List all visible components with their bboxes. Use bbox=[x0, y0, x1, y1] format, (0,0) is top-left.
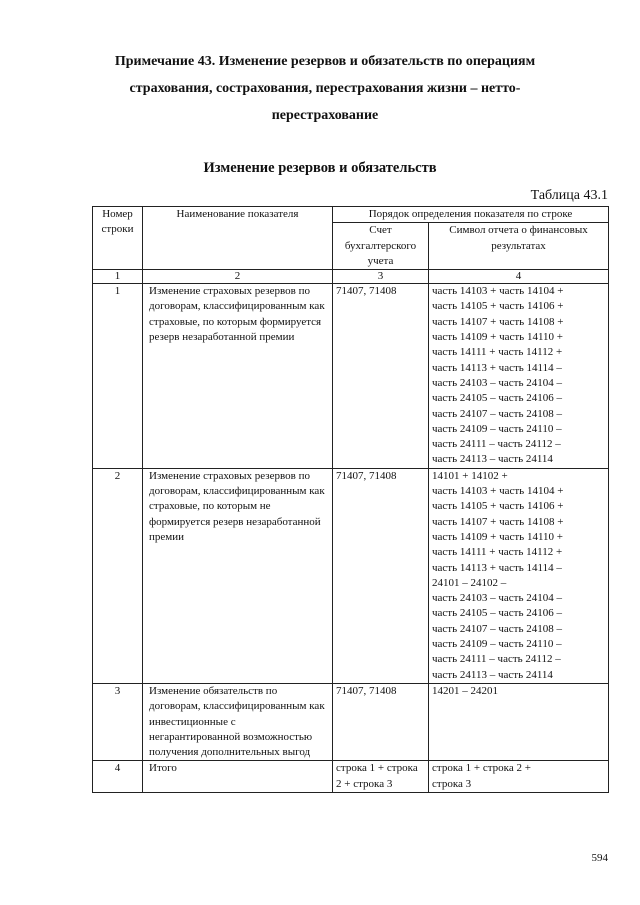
reserves-table bbox=[92, 206, 609, 793]
symbol-line: часть 24113 – часть 24114 bbox=[432, 668, 553, 681]
title-line-2: страхования, сострахования, перестрахования жизни – нетто- bbox=[129, 81, 521, 96]
symbol-line: часть 24103 – часть 24104 – bbox=[432, 592, 562, 605]
row-number: 3 bbox=[93, 683, 143, 760]
header-indicator: Наименование показателя bbox=[143, 207, 333, 270]
symbol-line: часть 14107 + часть 14108 + bbox=[432, 315, 564, 328]
symbol-line: 14201 – 24201 bbox=[432, 684, 498, 697]
symbol-line: строка 3 bbox=[432, 777, 472, 790]
indicator-name: Итого bbox=[143, 761, 333, 793]
symbol-line: часть 14103 + часть 14104 + bbox=[432, 485, 564, 498]
page-number: 594 bbox=[591, 852, 608, 864]
symbol-line: часть 14107 + часть 14108 + bbox=[432, 515, 564, 528]
title-line-1: Примечание 43. Изменение резервов и обязательств по операциям bbox=[114, 54, 536, 69]
account-cell: 71407, 71408 bbox=[333, 468, 429, 683]
symbol-line: часть 24109 – часть 24110 – bbox=[432, 422, 562, 435]
table-row bbox=[93, 468, 609, 683]
header-row-no: Номер строки bbox=[93, 207, 143, 270]
symbol-line: часть 14109 + часть 14110 + bbox=[432, 530, 563, 543]
symbol-line: 24101 – 24102 – bbox=[432, 576, 507, 589]
title-line-3: перестрахование bbox=[271, 108, 379, 123]
symbol-line: часть 24111 – часть 24112 – bbox=[432, 653, 561, 666]
header-procedure: Порядок определения показателя по строке bbox=[333, 207, 609, 223]
symbol-line: часть 14105 + часть 14106 + bbox=[432, 300, 564, 313]
symbol-line: строка 1 + строка 2 + bbox=[432, 762, 531, 775]
row-number: 2 bbox=[93, 468, 143, 683]
table-row bbox=[93, 284, 609, 469]
account-cell: 71407, 71408 bbox=[333, 683, 429, 760]
symbol-cell bbox=[429, 468, 609, 683]
column-number-row bbox=[93, 270, 609, 284]
symbol-line: часть 14113 + часть 14114 – bbox=[432, 361, 562, 374]
row-number: 1 bbox=[93, 284, 143, 469]
symbol-line: часть 24113 – часть 24114 bbox=[432, 453, 553, 466]
symbol-line: часть 14105 + часть 14106 + bbox=[432, 500, 564, 513]
symbol-line: часть 24105 – часть 24106 – bbox=[432, 392, 562, 405]
column-number: 3 bbox=[333, 270, 429, 284]
symbol-line: часть 14109 + часть 14110 + bbox=[432, 331, 563, 344]
header-account: Счет бухгалтерского учета bbox=[333, 223, 429, 270]
symbol-line: часть 24111 – часть 24112 – bbox=[432, 438, 561, 451]
column-number: 4 bbox=[429, 270, 609, 284]
indicator-name: Изменение страховых резервов по договорам, классифицированным как страховые, по которым не формируется резерв незаработанной премии bbox=[143, 468, 333, 683]
symbol-line: часть 14111 + часть 14112 + bbox=[432, 346, 563, 359]
symbol-line: часть 14111 + часть 14112 + bbox=[432, 546, 563, 559]
symbol-cell bbox=[429, 284, 609, 469]
symbol-line: часть 14103 + часть 14104 + bbox=[432, 285, 564, 298]
symbol-line: часть 24107 – часть 24108 – bbox=[432, 622, 562, 635]
column-number: 2 bbox=[143, 270, 333, 284]
symbol-line: часть 24105 – часть 24106 – bbox=[432, 607, 562, 620]
symbol-line: часть 14113 + часть 14114 – bbox=[432, 561, 562, 574]
note-title bbox=[90, 48, 560, 129]
row-number: 4 bbox=[93, 761, 143, 793]
column-number: 1 bbox=[93, 270, 143, 284]
header-symbol: Символ отчета о финансовых результатах bbox=[429, 223, 609, 270]
section-subtitle: Изменение резервов и обязательств bbox=[203, 160, 437, 176]
indicator-name: Изменение обязательств по договорам, классифицированным как инвестиционные с негарантированной возможностью получения дополнительных выгод bbox=[143, 683, 333, 760]
account-cell: строка 1 + строка 2 + строка 3 bbox=[333, 761, 429, 793]
symbol-line: 14101 + 14102 + bbox=[432, 469, 508, 482]
indicator-name: Изменение страховых резервов по договорам, классифицированным как страховые, по которым формируется резерв незаработанной премии bbox=[143, 284, 333, 469]
table-row bbox=[93, 683, 609, 760]
symbol-line: часть 24109 – часть 24110 – bbox=[432, 638, 562, 651]
account-cell: 71407, 71408 bbox=[333, 284, 429, 469]
symbol-line: часть 24107 – часть 24108 – bbox=[432, 407, 562, 420]
symbol-cell bbox=[429, 683, 609, 760]
symbol-line: часть 24103 – часть 24104 – bbox=[432, 376, 562, 389]
symbol-cell bbox=[429, 761, 609, 793]
table-label: Таблица 43.1 bbox=[530, 188, 608, 203]
table-row bbox=[93, 761, 609, 793]
header-row-1 bbox=[93, 207, 609, 223]
